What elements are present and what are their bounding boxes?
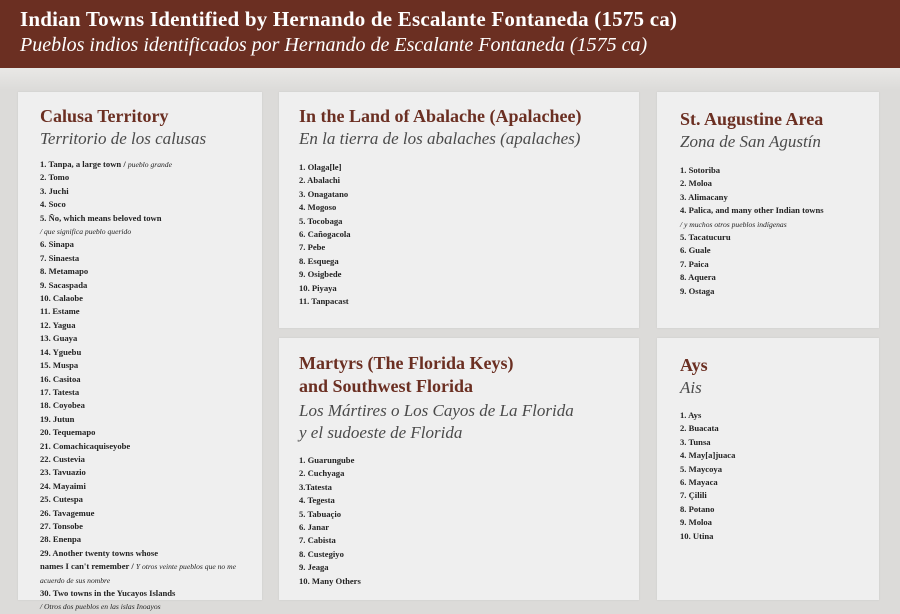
town-list-item xyxy=(40,587,262,600)
town-name: 1. Sotoriba xyxy=(680,165,721,175)
town-name: 9. Ostaga xyxy=(680,285,715,296)
town-list-item xyxy=(299,282,639,295)
town-list-item xyxy=(680,204,879,217)
town-list-item xyxy=(680,231,879,244)
town-list-item xyxy=(299,548,639,561)
town-list-item xyxy=(680,530,879,543)
town-list-item xyxy=(299,255,639,268)
town-name: 1. Guarungube xyxy=(299,455,355,465)
town-name: 28. Enenpa xyxy=(40,534,82,545)
town-list-item xyxy=(299,174,639,187)
town-name: 26. Tavagemue xyxy=(40,507,95,518)
spanish-translation: acuerdo de sus nombre xyxy=(40,575,111,585)
town-list-item xyxy=(299,161,639,174)
town-list-item xyxy=(680,463,879,476)
town-list-item xyxy=(680,218,879,231)
town-list-item xyxy=(40,359,262,372)
town-list-item xyxy=(40,171,262,184)
page-header xyxy=(0,0,900,68)
town-list-item xyxy=(40,212,262,225)
abalache-town-list xyxy=(299,161,639,308)
town-list-item xyxy=(40,319,262,332)
martyrs-subtitle-line-1: Los Mártires o Los Cayos de La Florida xyxy=(299,401,574,420)
town-list-item xyxy=(680,422,879,435)
town-list-item xyxy=(40,560,262,573)
town-list-item xyxy=(40,466,262,479)
calusa-panel xyxy=(18,92,262,612)
augustine-subtitle: Zona de San Agustín xyxy=(680,132,821,151)
town-list-item xyxy=(299,228,639,241)
town-name: 2. Abalachi xyxy=(299,175,341,186)
abalache-panel xyxy=(279,92,639,328)
town-name: 4. Soco xyxy=(40,199,66,210)
spanish-translation: / y muchos otros pueblos indígenas xyxy=(680,219,787,229)
town-list-item xyxy=(40,225,262,238)
town-name: 8. Custegiyo xyxy=(299,548,344,559)
town-name: 6. Cañogacola xyxy=(299,229,351,240)
town-list-item xyxy=(299,561,639,574)
town-name: 2. Moloa xyxy=(680,178,712,189)
town-name: 21. Comachicaquiseyobe xyxy=(40,440,131,451)
town-list-item xyxy=(299,454,639,467)
town-list-item xyxy=(40,373,262,386)
town-list-item xyxy=(680,436,879,449)
augustine-town-list xyxy=(680,164,879,298)
town-name: 30. Two towns in the Yucayos Islands xyxy=(40,588,176,598)
town-list-item xyxy=(680,244,879,257)
town-name: 8. Aquera xyxy=(680,272,716,283)
town-list-item xyxy=(40,252,262,265)
town-name: 7. Paica xyxy=(680,258,709,269)
town-list-item xyxy=(299,215,639,228)
town-name: 8. Potano xyxy=(680,503,715,514)
town-name: 18. Coyobea xyxy=(40,400,85,411)
town-list-item xyxy=(299,481,639,494)
town-name: 3. Onagatano xyxy=(299,188,349,199)
town-name: 7. Sinaesta xyxy=(40,252,80,263)
town-name: 5. Tabuaçio xyxy=(299,508,342,519)
ays-subtitle: Ais xyxy=(680,378,702,397)
martyrs-subtitle-line-2: y el sudoeste de Florida xyxy=(299,423,463,442)
town-name: 1. Ays xyxy=(680,410,702,420)
town-name: 7. Pebe xyxy=(299,242,326,253)
town-name: 5. Tocobaga xyxy=(299,215,343,226)
town-name: 6. Janar xyxy=(299,522,330,533)
town-list-item xyxy=(680,285,879,298)
martyrs-town-list xyxy=(299,454,639,588)
town-name: 3. Juchi xyxy=(40,185,69,196)
town-list-item xyxy=(40,238,262,251)
abalache-title: In the Land of Abalache (Apalachee) xyxy=(299,106,582,126)
town-name: 5. Tacatucuru xyxy=(680,232,731,243)
spanish-translation: / Otros dos pueblos en las islas Inoayos xyxy=(40,602,161,612)
town-name: 8. Esquega xyxy=(299,255,339,266)
town-name: 11. Estame xyxy=(40,306,80,317)
augustine-title: St. Augustine Area xyxy=(680,109,824,129)
town-name: 27. Tonsobe xyxy=(40,520,83,531)
town-list-item xyxy=(299,467,639,480)
town-name: 22. Custevia xyxy=(40,453,85,464)
town-name: 6. Sinapa xyxy=(40,239,74,250)
town-name: 5. Maycoya xyxy=(680,463,723,474)
town-name: 19. Jutun xyxy=(40,413,75,424)
town-list-item xyxy=(40,292,262,305)
town-list-item xyxy=(299,295,639,308)
town-list-item xyxy=(40,507,262,520)
town-name: 4. Tegesta xyxy=(299,495,335,506)
town-list-item xyxy=(40,185,262,198)
town-list-item xyxy=(40,413,262,426)
town-list-item xyxy=(40,520,262,533)
town-list-item xyxy=(680,503,879,516)
town-name: 10. Utina xyxy=(680,530,714,541)
town-name: 15. Muspa xyxy=(40,360,79,371)
town-list-item xyxy=(40,574,262,587)
town-name: 25. Cutespa xyxy=(40,494,83,505)
town-list-item xyxy=(40,332,262,345)
town-name: 6. Guale xyxy=(680,245,711,256)
town-name: 16. Casitoa xyxy=(40,373,81,384)
town-name: 6. Mayaca xyxy=(680,477,718,488)
background-band xyxy=(0,68,900,90)
town-name: 5. Ño, which means beloved town xyxy=(40,212,162,223)
town-list-item xyxy=(40,493,262,506)
town-list-item xyxy=(40,440,262,453)
town-list-item xyxy=(680,516,879,529)
town-name: 7. Cabista xyxy=(299,535,336,546)
town-name: 3. Tunsa xyxy=(680,436,711,447)
town-name: 4. Palica, and many other Indian towns xyxy=(680,205,824,216)
town-name: 29. Another twenty towns whose xyxy=(40,547,159,558)
town-name: 13. Guaya xyxy=(40,333,78,344)
town-list-item xyxy=(299,521,639,534)
town-name: 7. Çilili xyxy=(680,490,707,501)
calusa-subtitle: Territorio de los calusas xyxy=(40,129,207,148)
town-name: 9. Moloa xyxy=(680,517,712,528)
town-list-item xyxy=(299,268,639,281)
spanish-translation: pueblo grande xyxy=(127,160,172,169)
town-list-item xyxy=(40,305,262,318)
town-list-item xyxy=(299,508,639,521)
abalache-subtitle: En la tierra de los abalaches (apalaches) xyxy=(299,129,581,148)
town-list-item xyxy=(40,158,262,171)
town-name: 9. Jeaga xyxy=(299,562,329,573)
calusa-town-list xyxy=(40,158,262,614)
town-name: 10. Many Others xyxy=(299,575,361,586)
town-name: 24. Mayaimi xyxy=(40,480,86,491)
town-name: 1. Tanpa, a large town / xyxy=(40,159,128,169)
page-subtitle: Pueblos indios identificados por Hernando de Escalante Fontaneda (1575 ca) xyxy=(20,34,648,56)
town-list-item xyxy=(40,346,262,359)
town-name: 14. Yguebu xyxy=(40,346,82,357)
town-name: 10. Calaobe xyxy=(40,293,83,304)
calusa-title: Calusa Territory xyxy=(40,106,169,126)
town-list-item xyxy=(40,426,262,439)
martyrs-title-line-2: and Southwest Florida xyxy=(299,376,474,396)
town-list-item xyxy=(680,476,879,489)
town-list-item xyxy=(40,399,262,412)
town-name: 3. Alimacany xyxy=(680,191,728,202)
town-list-item xyxy=(299,201,639,214)
town-list-item xyxy=(299,188,639,201)
town-list-item xyxy=(40,386,262,399)
town-list-item xyxy=(680,191,879,204)
town-name: 23. Tavuazio xyxy=(40,467,86,478)
town-list-item xyxy=(40,279,262,292)
ays-title: Ays xyxy=(680,355,708,375)
town-list-item xyxy=(299,494,639,507)
town-list-item xyxy=(680,409,879,422)
town-list-item xyxy=(299,575,639,588)
augustine-panel xyxy=(657,92,879,328)
town-list-item xyxy=(40,480,262,493)
town-name: names I can't remember / xyxy=(40,561,136,572)
town-name: 10. Piyaya xyxy=(299,282,337,293)
page-title: Indian Towns Identified by Hernando de Escalante Fontaneda (1575 ca) xyxy=(20,7,678,31)
ays-panel xyxy=(657,338,879,600)
town-name: 20. Tequemapo xyxy=(40,427,96,438)
town-list-item xyxy=(299,534,639,547)
town-name: 4. Mogoso xyxy=(299,202,337,213)
town-list-item xyxy=(680,489,879,502)
town-name: 3.Tatesta xyxy=(299,481,332,492)
town-list-item xyxy=(680,258,879,271)
town-name: 17. Tatesta xyxy=(40,386,80,397)
town-name: 11. Tanpacast xyxy=(299,296,349,307)
town-list-item xyxy=(40,198,262,211)
town-list-item xyxy=(40,265,262,278)
town-list-item xyxy=(680,177,879,190)
town-name: 8. Metamapo xyxy=(40,266,89,277)
town-list-item xyxy=(680,164,879,177)
town-list-item xyxy=(40,453,262,466)
town-name: 2. Cuchyaga xyxy=(299,468,345,479)
town-name: 4. May[a]juaca xyxy=(680,450,736,461)
town-list-item xyxy=(680,449,879,462)
martyrs-title-line-1: Martyrs (The Florida Keys) xyxy=(299,353,514,373)
town-list-item xyxy=(680,271,879,284)
town-list-item xyxy=(40,547,262,560)
town-name: 2. Buacata xyxy=(680,423,719,434)
spanish-translation: Y otros veinte pueblos que no me xyxy=(135,562,236,572)
town-list-item xyxy=(40,600,262,613)
martyrs-panel xyxy=(279,338,639,600)
town-name: 12. Yagua xyxy=(40,319,76,330)
town-list-item xyxy=(40,533,262,546)
town-list-item xyxy=(299,241,639,254)
town-name: 9. Sacaspada xyxy=(40,279,88,290)
ays-town-list xyxy=(680,409,879,543)
town-name: 1. Olaga[le] xyxy=(299,162,342,172)
town-name: 9. Osigbede xyxy=(299,269,342,280)
town-name: 2. Tomo xyxy=(40,172,70,183)
spanish-translation: / que significa pueblo querido xyxy=(40,227,132,237)
